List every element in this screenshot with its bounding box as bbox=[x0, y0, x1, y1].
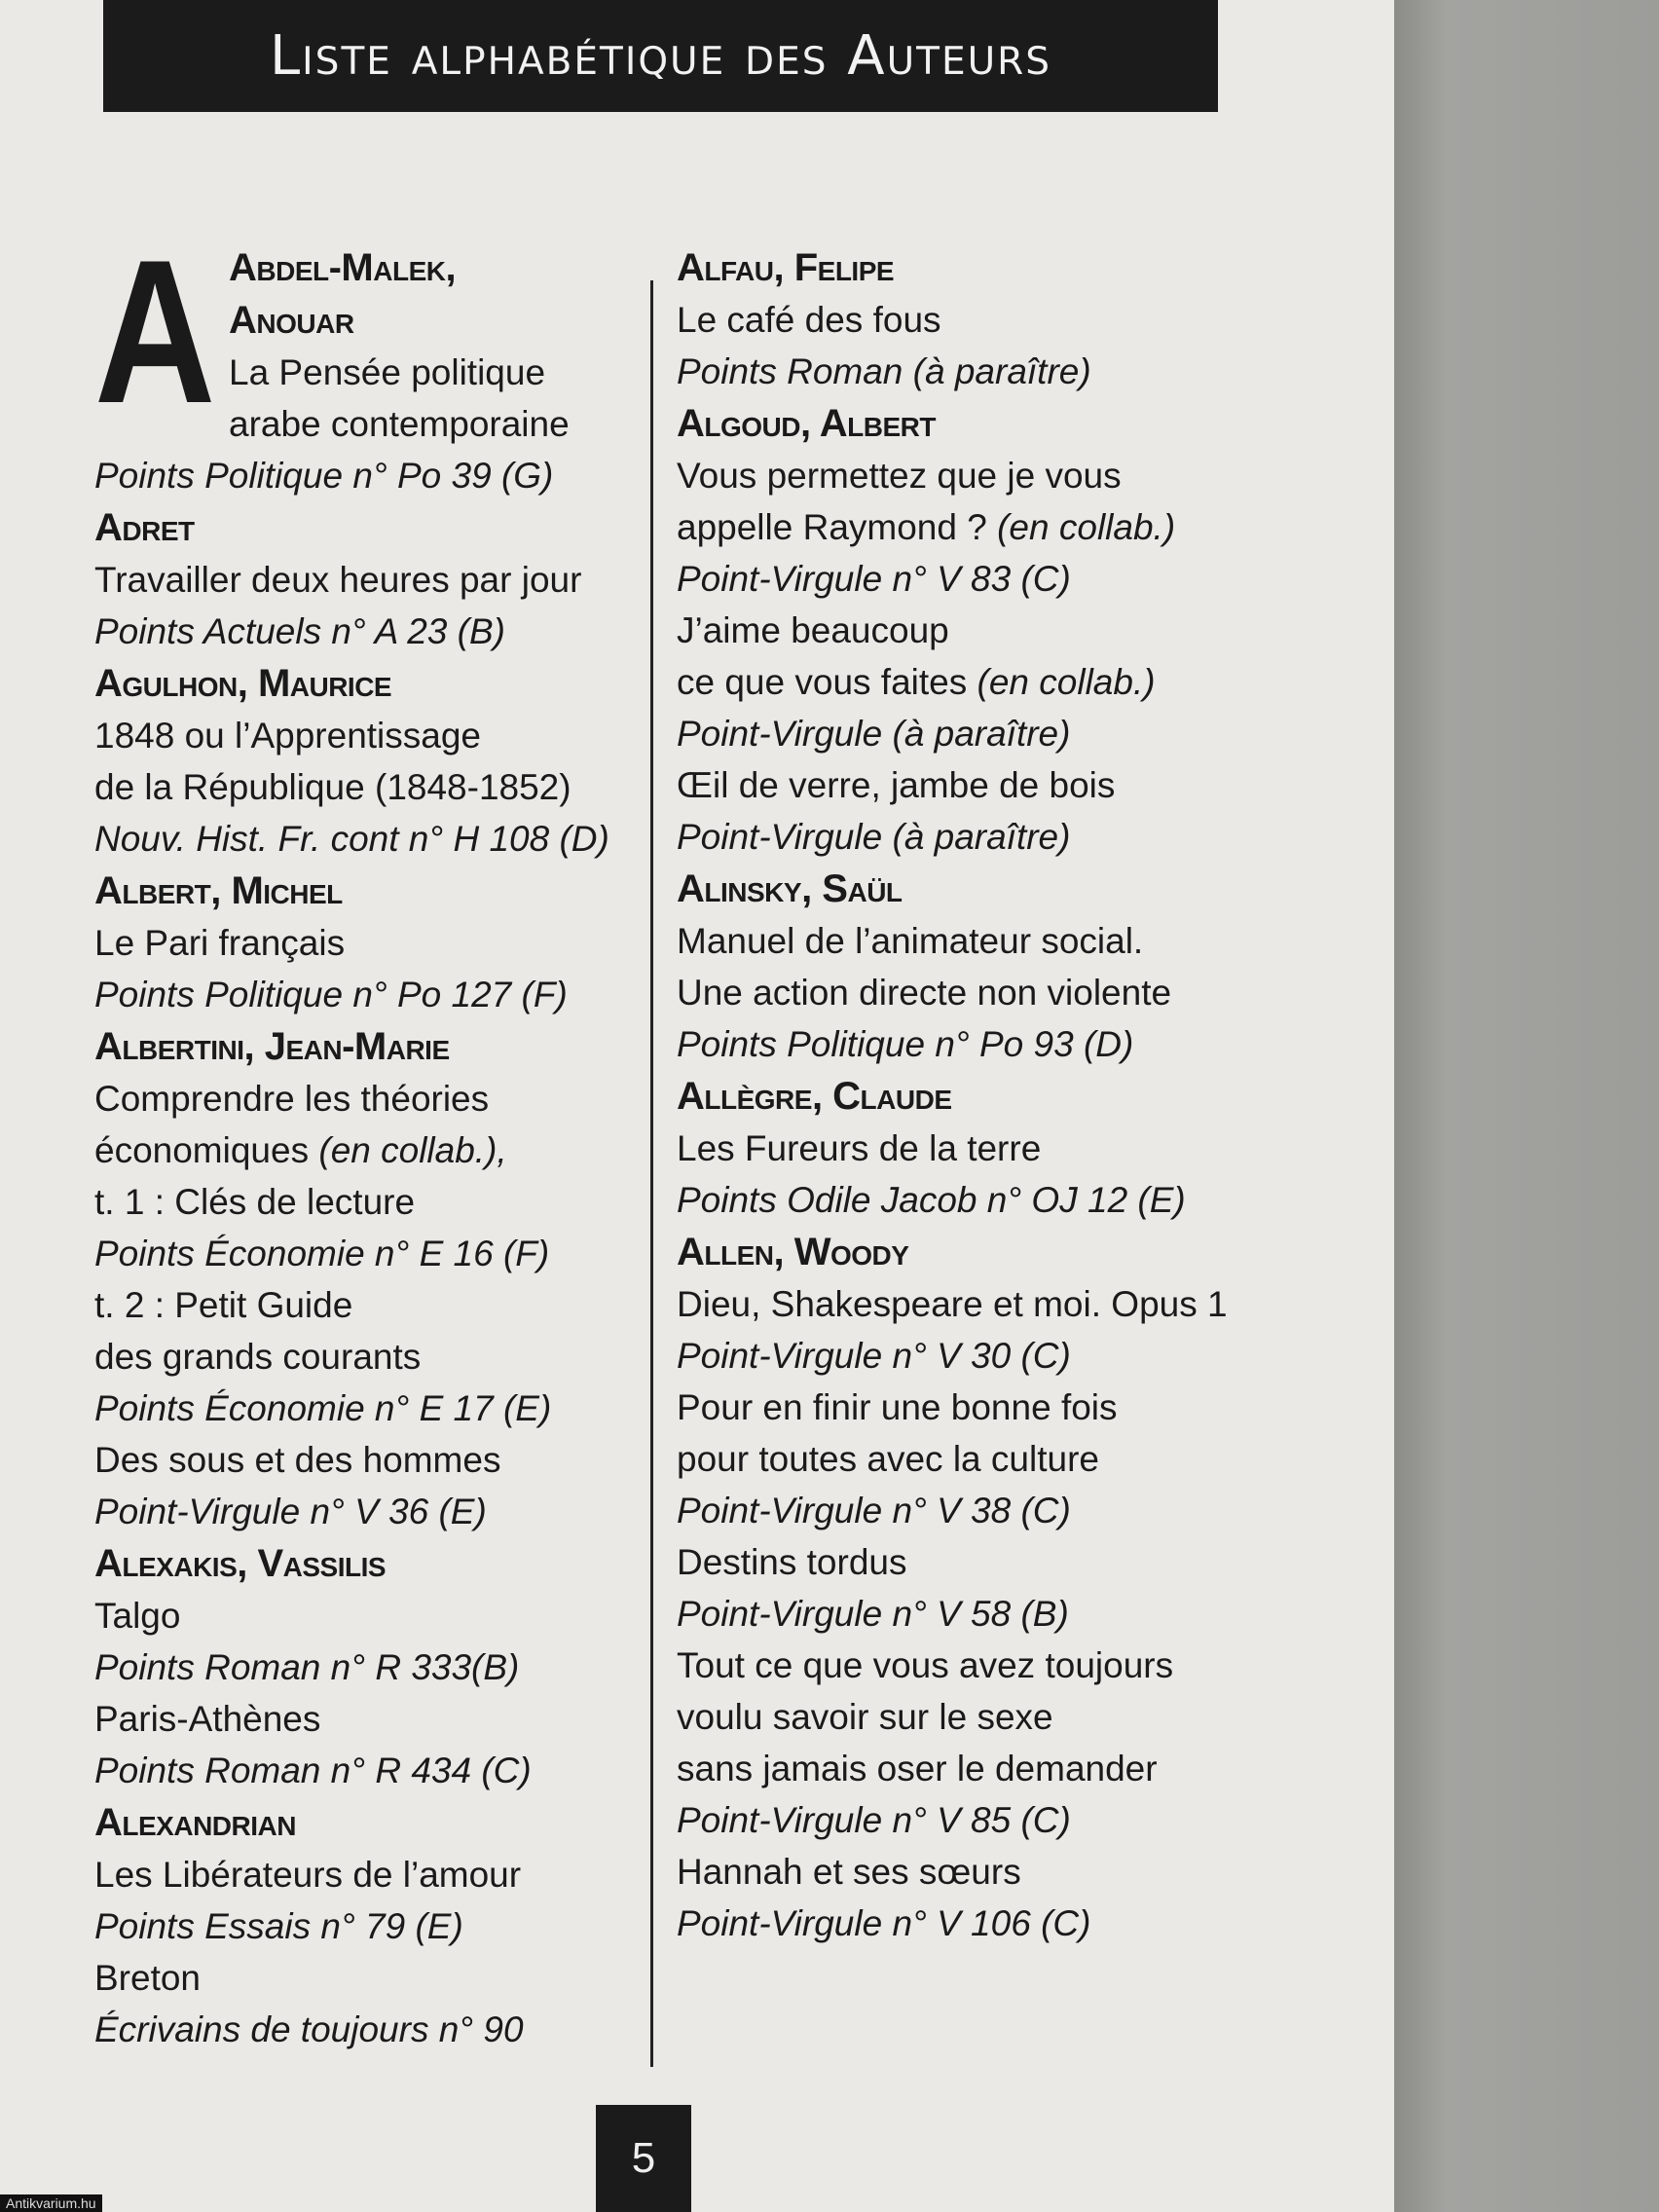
work-title-text: Paris-Athènes bbox=[94, 1699, 321, 1739]
page-number-box bbox=[596, 2105, 691, 2212]
work-title bbox=[94, 917, 640, 969]
collection-reference: Points Roman n° R 434 (C) bbox=[94, 1751, 532, 1790]
author-entry bbox=[94, 501, 640, 657]
work-title bbox=[677, 1278, 1241, 1330]
work-title-text: économiques bbox=[94, 1130, 310, 1170]
work-title-text: Des sous et des hommes bbox=[94, 1440, 501, 1480]
collection-reference: Points Économie n° E 17 (E) bbox=[94, 1388, 552, 1428]
author-name: Alexandrian bbox=[94, 1801, 296, 1844]
watermark-text: Antikvarium.hu bbox=[6, 2195, 96, 2211]
work-title bbox=[94, 1176, 640, 1228]
collection-reference: Point-Virgule n° V 58 (B) bbox=[677, 1594, 1069, 1634]
work-title bbox=[677, 1691, 1241, 1743]
author-entry bbox=[94, 1020, 640, 1537]
work-title-text: t. 1 : Clés de lecture bbox=[94, 1182, 416, 1222]
collection-reference: Points Politique n° Po 127 (F) bbox=[94, 975, 568, 1014]
work-title bbox=[677, 1743, 1241, 1794]
author-entry bbox=[677, 863, 1241, 1070]
work-title bbox=[94, 710, 640, 761]
work-title-text: 1848 ou l’Apprentissage bbox=[94, 716, 482, 756]
column-right bbox=[677, 241, 1241, 1949]
work-title-text: Comprendre les théories bbox=[94, 1079, 490, 1119]
collection-reference: Points Actuels n° A 23 (B) bbox=[94, 611, 505, 651]
author-name: Alexakis, Vassilis bbox=[94, 1542, 387, 1585]
work-title bbox=[677, 294, 1241, 346]
collection-reference: Points Odile Jacob n° OJ 12 (E) bbox=[677, 1180, 1186, 1220]
collab-note: (en collab.) bbox=[986, 507, 1176, 547]
drop-cap: A bbox=[94, 217, 216, 446]
work-title-text: Tout ce que vous avez toujours bbox=[677, 1645, 1174, 1685]
author-name: Alinsky, Saül bbox=[677, 867, 903, 910]
work-title-text: Travailler deux heures par jour bbox=[94, 560, 582, 600]
author-name: Adret bbox=[94, 506, 195, 549]
work-title bbox=[677, 656, 1241, 708]
work-title-text: La Pensée politique bbox=[229, 352, 546, 392]
work-title-text: Les Fureurs de la terre bbox=[677, 1128, 1042, 1168]
work-title bbox=[94, 1279, 640, 1331]
author-entry bbox=[94, 1796, 640, 2055]
work-title-text: Breton bbox=[94, 1958, 202, 1998]
collection-reference: Point-Virgule n° V 38 (C) bbox=[677, 1491, 1071, 1530]
author-name: Abdel-Malek, bbox=[229, 246, 457, 289]
author-name: Alfau, Felipe bbox=[677, 246, 895, 289]
work-title bbox=[94, 1849, 640, 1900]
work-title bbox=[677, 1640, 1241, 1691]
collection-reference: Nouv. Hist. Fr. cont n° H 108 (D) bbox=[94, 819, 609, 859]
work-title-text: Dieu, Shakespeare et moi. Opus 1 bbox=[677, 1284, 1228, 1324]
work-title bbox=[677, 501, 1241, 553]
author-entry bbox=[677, 241, 1241, 397]
work-title-text: Hannah et ses sœurs bbox=[677, 1852, 1021, 1892]
author-name: Allègre, Claude bbox=[677, 1075, 952, 1118]
author-entry bbox=[677, 1070, 1241, 1226]
page-header bbox=[103, 0, 1218, 112]
collection-reference: Points Politique n° Po 39 (G) bbox=[94, 456, 554, 496]
author-entry bbox=[677, 1226, 1241, 1949]
work-title bbox=[677, 915, 1241, 967]
collection-reference: Point-Virgule n° V 36 (E) bbox=[94, 1492, 487, 1531]
work-title bbox=[94, 1952, 640, 2004]
work-title bbox=[677, 1846, 1241, 1898]
author-name: Albert, Michel bbox=[94, 869, 343, 912]
work-title-text: Talgo bbox=[94, 1596, 181, 1636]
work-title-text: t. 2 : Petit Guide bbox=[94, 1285, 353, 1325]
work-title bbox=[677, 1536, 1241, 1588]
adjacent-page-edge bbox=[1394, 0, 1659, 2212]
author-name-continued: Anouar bbox=[229, 299, 354, 342]
work-title-text: Le café des fous bbox=[677, 300, 941, 340]
work-title bbox=[677, 1382, 1241, 1433]
work-title-text: ce que vous faites bbox=[677, 662, 968, 702]
collection-reference: Écrivains de toujours n° 90 bbox=[94, 2009, 524, 2049]
work-title bbox=[94, 1434, 640, 1486]
author-entry bbox=[94, 657, 640, 865]
work-title-text: Une action directe non violente bbox=[677, 973, 1172, 1013]
work-title bbox=[677, 1433, 1241, 1485]
work-title-text: de la République (1848-1852) bbox=[94, 767, 571, 807]
collab-note: (en collab.) bbox=[967, 662, 1156, 702]
author-entry bbox=[94, 865, 640, 1020]
collection-reference: Points Politique n° Po 93 (D) bbox=[677, 1024, 1134, 1064]
work-title-text: Le Pari français bbox=[94, 923, 346, 963]
work-title-text: sans jamais oser le demander bbox=[677, 1749, 1158, 1788]
author-entry bbox=[94, 217, 640, 501]
work-title bbox=[677, 759, 1241, 811]
column-left bbox=[94, 217, 640, 2055]
work-title bbox=[94, 1590, 640, 1641]
work-title bbox=[677, 450, 1241, 501]
author-name: Albertini, Jean-Marie bbox=[94, 1025, 450, 1068]
collection-reference: Points Roman n° R 333(B) bbox=[94, 1647, 520, 1687]
work-title bbox=[94, 761, 640, 813]
column-divider bbox=[650, 280, 653, 2067]
collection-reference: Point-Virgule n° V 85 (C) bbox=[677, 1800, 1071, 1840]
work-title-text: Destins tordus bbox=[677, 1542, 907, 1582]
work-title-text: pour toutes avec la culture bbox=[677, 1439, 1099, 1479]
collection-reference: Point-Virgule n° V 30 (C) bbox=[677, 1336, 1071, 1376]
collection-reference: Point-Virgule (à paraître) bbox=[677, 817, 1071, 857]
author-name: Allen, Woody bbox=[677, 1231, 909, 1273]
author-name: Agulhon, Maurice bbox=[94, 662, 392, 705]
collection-reference: Points Essais n° 79 (E) bbox=[94, 1906, 463, 1946]
work-title bbox=[94, 1124, 640, 1176]
header-title: Liste alphabétique des Auteurs bbox=[269, 24, 1051, 88]
work-title bbox=[677, 605, 1241, 656]
work-title-text: Manuel de l’animateur social. bbox=[677, 921, 1144, 961]
collection-reference: Points Économie n° E 16 (F) bbox=[94, 1234, 550, 1273]
work-title-text: Les Libérateurs de l’amour bbox=[94, 1855, 522, 1895]
work-title-text: des grands courants bbox=[94, 1337, 422, 1377]
work-title bbox=[94, 554, 640, 606]
work-title-text: voulu savoir sur le sexe bbox=[677, 1697, 1053, 1737]
work-title bbox=[94, 1073, 640, 1124]
page-number: 5 bbox=[631, 2134, 656, 2182]
work-title-text: Pour en finir une bonne fois bbox=[677, 1387, 1118, 1427]
work-title bbox=[94, 1693, 640, 1745]
work-title bbox=[677, 1123, 1241, 1174]
watermark bbox=[0, 2194, 102, 2212]
collection-reference: Points Roman (à paraître) bbox=[677, 351, 1091, 391]
author-entry bbox=[677, 397, 1241, 863]
author-entry bbox=[94, 1537, 640, 1796]
work-title-text: appelle Raymond ? bbox=[677, 507, 987, 547]
author-name: Algoud, Albert bbox=[677, 402, 936, 445]
collection-reference: Point-Virgule (à paraître) bbox=[677, 714, 1071, 754]
collection-reference: Point-Virgule n° V 106 (C) bbox=[677, 1903, 1091, 1943]
work-title bbox=[677, 967, 1241, 1018]
work-title-text: arabe contemporaine bbox=[229, 404, 570, 444]
work-title-text: Vous permettez que je vous bbox=[677, 456, 1122, 496]
collab-note: (en collab.), bbox=[309, 1130, 507, 1170]
collection-reference: Point-Virgule n° V 83 (C) bbox=[677, 559, 1071, 599]
work-title-text: J’aime beaucoup bbox=[677, 610, 949, 650]
work-title bbox=[94, 1331, 640, 1382]
work-title-text: Œil de verre, jambe de bois bbox=[677, 765, 1116, 805]
